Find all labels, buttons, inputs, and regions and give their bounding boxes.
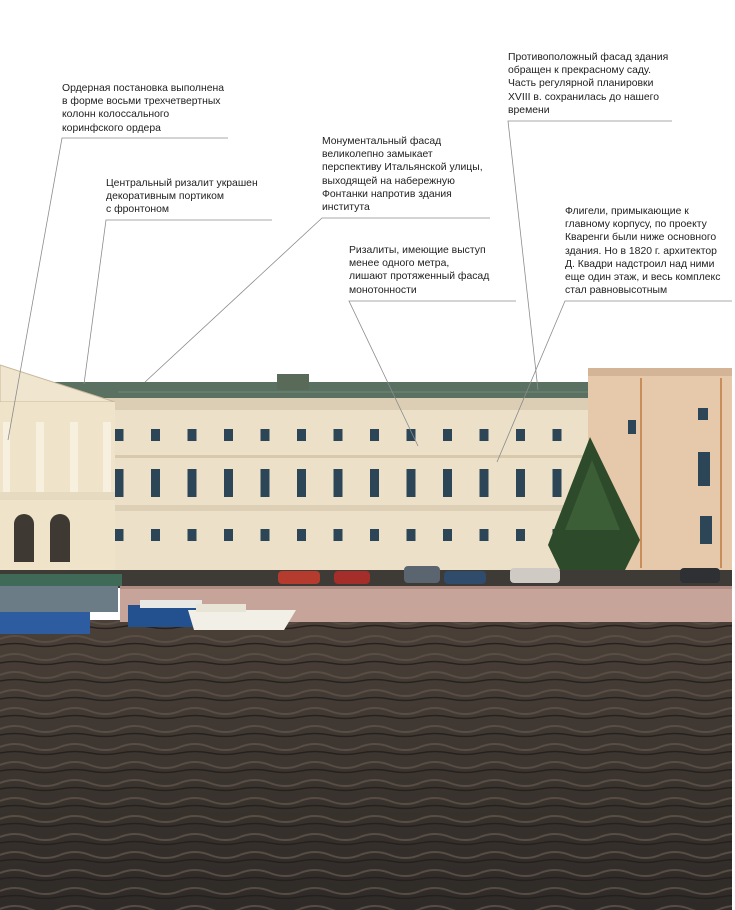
annotation-wings: Флигели, примыкающие к главному корпусу, по проекту Кваренги были ниже основного здания. Но в 1820 г. архитектор Д. Квадри надстроил над ними еще один этаж, и весь комплекс стал равновысотным — [565, 206, 721, 297]
annotation-order: Ордерная постановка выполнена в форме восьми трехчетвертных колонн колоссального коринфского ордера — [62, 83, 225, 134]
roof-turret — [277, 374, 309, 390]
annotation-rear: Противоположный фасад здания обращен к прекрасному саду. Часть регулярной планировки XVIII в. сохранилась до нашего времени — [508, 52, 669, 116]
annotation-portico: Центральный ризалит украшен декоративным портиком с фронтоном — [106, 178, 258, 216]
leader-line-facade — [145, 218, 490, 382]
annotation-risalits: Ризалиты, имеющие выступ менее одного метра, лишают протяженный фасад монотонности — [349, 245, 490, 296]
leader-line-portico — [84, 220, 272, 384]
annotation-facade: Монументальный фасад великолепно замыкает перспективу Итальянской улицы, выходящей на набережную Фонтанки напротив здания института — [322, 136, 483, 214]
water-waves — [0, 620, 732, 910]
